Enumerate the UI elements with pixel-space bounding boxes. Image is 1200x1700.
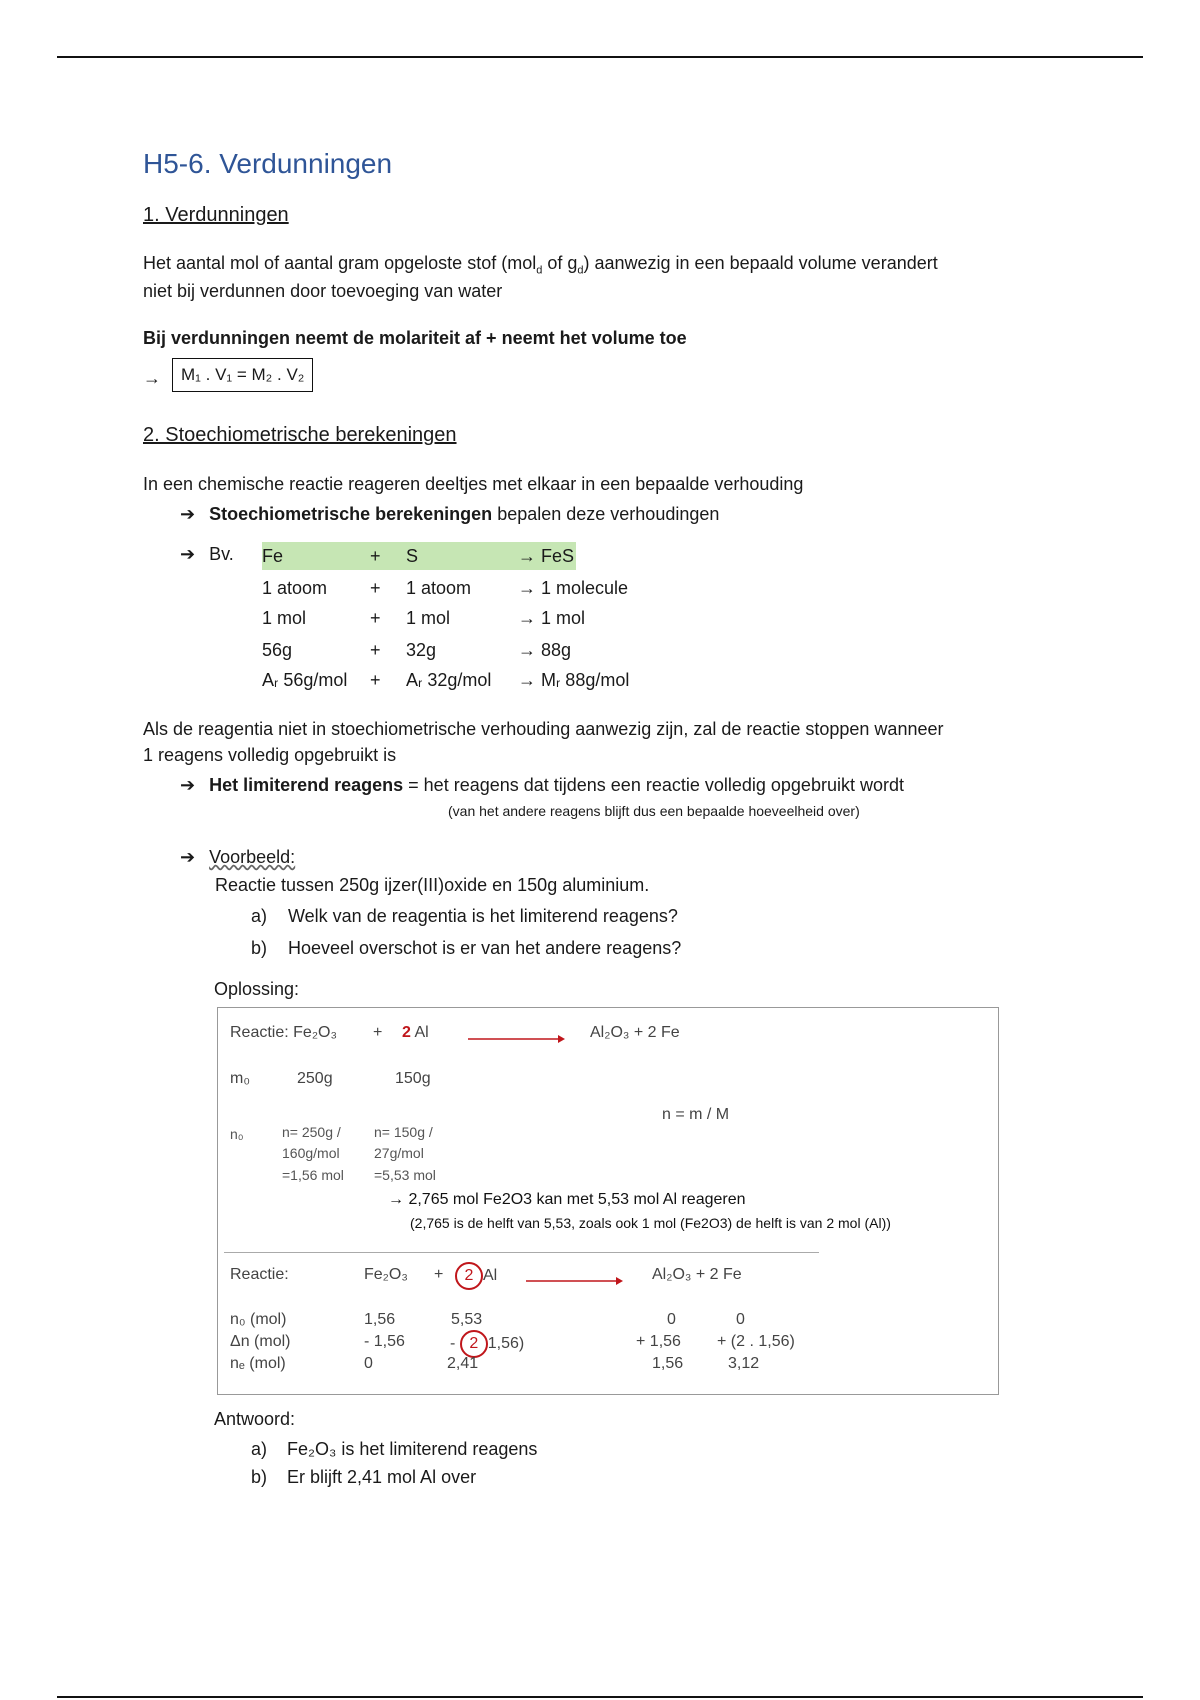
- stoech-cell-product: → 1 molecule: [518, 578, 629, 598]
- stoech-cell-product: → Mᵣ 88g/mol: [518, 670, 630, 690]
- question-a-label: a): [251, 906, 268, 926]
- reaction2-fe: Fe₂O₃: [364, 1266, 408, 1283]
- para2-line1: Als de reagentia niet in stoechiometrische verhouding aanwezig zijn, zal de reactie stoppen wanneer: [143, 719, 944, 739]
- section2-heading: 2. Stoechiometrische berekeningen: [143, 424, 457, 446]
- reaction1-products: Al₂O₃ + 2 Fe: [590, 1024, 680, 1041]
- box-note1: → 2,765 mol Fe2O3 kan met 5,53 mol Al reageren: [388, 1191, 746, 1208]
- bullet-arrow-icon: ➔: [180, 504, 196, 524]
- section1-paragraph-line2: niet bij verdunnen door toevoeging van water: [143, 281, 503, 301]
- fe-ne: 0: [364, 1355, 373, 1372]
- box-divider: [224, 1252, 819, 1253]
- fe2-n0: 0: [736, 1311, 745, 1328]
- reaction1-coef: 2: [402, 1024, 411, 1041]
- para-text-2: of g: [542, 253, 578, 273]
- al-dn-coef-circle: 2: [460, 1330, 488, 1358]
- reaction2-al: [455, 1262, 497, 1290]
- reaction2-label: Reactie:: [230, 1266, 289, 1283]
- limit-bold: Het limiterend reagens: [209, 775, 404, 795]
- answer-a-label: a): [251, 1439, 268, 1459]
- question-b-label: b): [251, 938, 268, 958]
- fe-dn: - 1,56: [364, 1333, 405, 1350]
- stoech-cell-col-a: Aᵣ 56g/mol: [262, 670, 348, 690]
- stoech-cell-col-b: 32g: [406, 640, 437, 660]
- antwoord-label: Antwoord:: [214, 1409, 296, 1429]
- m0-fe: 250g: [297, 1070, 333, 1087]
- bottom-rule: [57, 1696, 1143, 1698]
- fe2-dn: [717, 1333, 795, 1351]
- stoech-cell-product: → 88g: [518, 640, 572, 660]
- bullet-arrow-icon: ➔: [180, 847, 196, 867]
- fe2-dn-val: (2 . 1,56): [730, 1333, 795, 1350]
- reaction2-plus: +: [434, 1266, 444, 1283]
- stoech-cell-col-a: 56g: [262, 640, 293, 660]
- bullet-stoech: [180, 500, 719, 528]
- stoech-cell-product: → 1 mol: [518, 608, 586, 628]
- limit-rest: = het reagens dat tijdens een reactie volledig opgebruikt wordt: [403, 775, 904, 795]
- reaction2-arrow: [526, 1276, 624, 1286]
- section2-intro: In een chemische reactie reageren deeltjes met elkaar in een bepaalde verhouding: [143, 474, 804, 494]
- limit-note: (van het andere reagens blijft dus een bepaalde hoeveelheid over): [448, 803, 860, 819]
- example-bullet: [180, 843, 295, 871]
- arrow-icon: →: [143, 368, 161, 388]
- question-a: Welk van de reagentia is het limiterend reagens?: [288, 906, 678, 926]
- para-sub-1: d: [536, 264, 543, 277]
- stoech-cell-col-b: 1 mol: [406, 608, 451, 628]
- stoech-cell-product: → FeS: [518, 546, 575, 566]
- al2o3-ne: 1,56: [652, 1355, 684, 1372]
- answer-a: Fe₂O₃ is het limiterend reagens: [287, 1439, 538, 1459]
- bullet1-rest: bepalen deze verhoudingen: [492, 504, 720, 524]
- stoech-cell-col-a: 1 atoom: [262, 578, 328, 598]
- bv-label: Bv.: [209, 544, 234, 564]
- oplossing-label: Oplossing:: [214, 979, 300, 999]
- stoech-cell-plus: +: [370, 546, 381, 566]
- stoech-cell-col-b: 1 atoom: [406, 578, 472, 598]
- reaction1-al: [402, 1024, 429, 1042]
- row-label-ne: nₑ (mol): [230, 1355, 286, 1372]
- reaction1-al-text: Al: [410, 1024, 429, 1041]
- para-text-3: ) aanwezig in een bepaald volume verandert: [583, 253, 938, 273]
- bullet-arrow-icon: ➔: [180, 544, 196, 564]
- n0-fe-line3: =1,56 mol: [282, 1167, 344, 1183]
- row-label-dn: Δn (mol): [230, 1333, 291, 1350]
- fe2-dn-pre: +: [717, 1333, 731, 1350]
- answer-b-label: b): [251, 1467, 268, 1487]
- n0-fe-line1: n= 250g /: [282, 1124, 341, 1140]
- section1-heading: 1. Verdunningen: [143, 204, 289, 226]
- dilution-rule: Bij verdunningen neemt de molariteit af + neemt het volume toe: [143, 328, 687, 348]
- reaction2-products: Al₂O₃ + 2 Fe: [652, 1266, 742, 1283]
- page-title: H5-6. Verdunningen: [143, 148, 393, 179]
- example-label: Voorbeeld:: [209, 847, 296, 867]
- reaction1-plus: +: [373, 1024, 383, 1041]
- al-n0: 5,53: [451, 1311, 483, 1328]
- reaction1-label: Reactie: Fe₂O₃: [230, 1024, 337, 1041]
- formula-n: n = m / M: [662, 1106, 730, 1123]
- al-ne: 2,41: [447, 1355, 479, 1372]
- example-text: Reactie tussen 250g ijzer(III)oxide en 150g aluminium.: [215, 875, 650, 895]
- n0-fe-line2: 160g/mol: [282, 1145, 340, 1161]
- reaction2-coef-circle: 2: [455, 1262, 483, 1290]
- n0-label: n₀: [230, 1126, 244, 1142]
- stoech-cell-plus: +: [370, 670, 381, 690]
- limit-bullet: [180, 771, 904, 799]
- al-dn: [450, 1330, 524, 1358]
- bv-bullet: [180, 540, 234, 568]
- m0-label: m₀: [230, 1070, 250, 1087]
- stoech-cell-col-a: Fe: [262, 546, 284, 566]
- answer-b: Er blijft 2,41 mol Al over: [287, 1467, 477, 1487]
- stoech-cell-col-a: 1 mol: [262, 608, 307, 628]
- stoech-cell-plus: +: [370, 578, 381, 598]
- dilution-formula: M₁ . V₁ = M₂ . V₂: [172, 358, 313, 392]
- reaction2-al-text: Al: [483, 1267, 498, 1284]
- m0-al: 150g: [395, 1070, 431, 1087]
- para-text-1: Het aantal mol of aantal gram opgeloste stof (mol: [143, 253, 537, 273]
- para-sub-2: d: [577, 264, 584, 277]
- al-dn-post: 1,56): [487, 1335, 525, 1352]
- stoech-cell-col-b: Aᵣ 32g/mol: [406, 670, 492, 690]
- al-dn-pre: -: [450, 1335, 460, 1352]
- n0-al-line1: n= 150g /: [374, 1124, 433, 1140]
- n0-al-line3: =5,53 mol: [374, 1167, 436, 1183]
- stoech-cell-col-b: S: [406, 546, 419, 566]
- al2o3-dn: + 1,56: [636, 1333, 681, 1350]
- solution-box: [217, 1007, 999, 1395]
- bullet-arrow-icon: ➔: [180, 775, 196, 795]
- bullet1-bold: Stoechiometrische berekeningen: [209, 504, 493, 524]
- stoech-cell-plus: +: [370, 608, 381, 628]
- stoech-cell-plus: +: [370, 640, 381, 660]
- reaction1-arrow: [468, 1034, 566, 1044]
- row-label-n0: n₀ (mol): [230, 1311, 287, 1328]
- question-b: Hoeveel overschot is er van het andere reagens?: [288, 938, 682, 958]
- al2o3-n0: 0: [667, 1311, 676, 1328]
- para2-line2: 1 reagens volledig opgebruikt is: [143, 745, 397, 765]
- n0-al-line2: 27g/mol: [374, 1145, 424, 1161]
- top-rule: [57, 56, 1143, 58]
- fe-n0: 1,56: [364, 1311, 396, 1328]
- fe2-ne: 3,12: [728, 1355, 760, 1372]
- box-note2: (2,765 is de helft van 5,53, zoals ook 1 mol (Fe2O3) de helft is van 2 mol (Al)): [410, 1215, 891, 1231]
